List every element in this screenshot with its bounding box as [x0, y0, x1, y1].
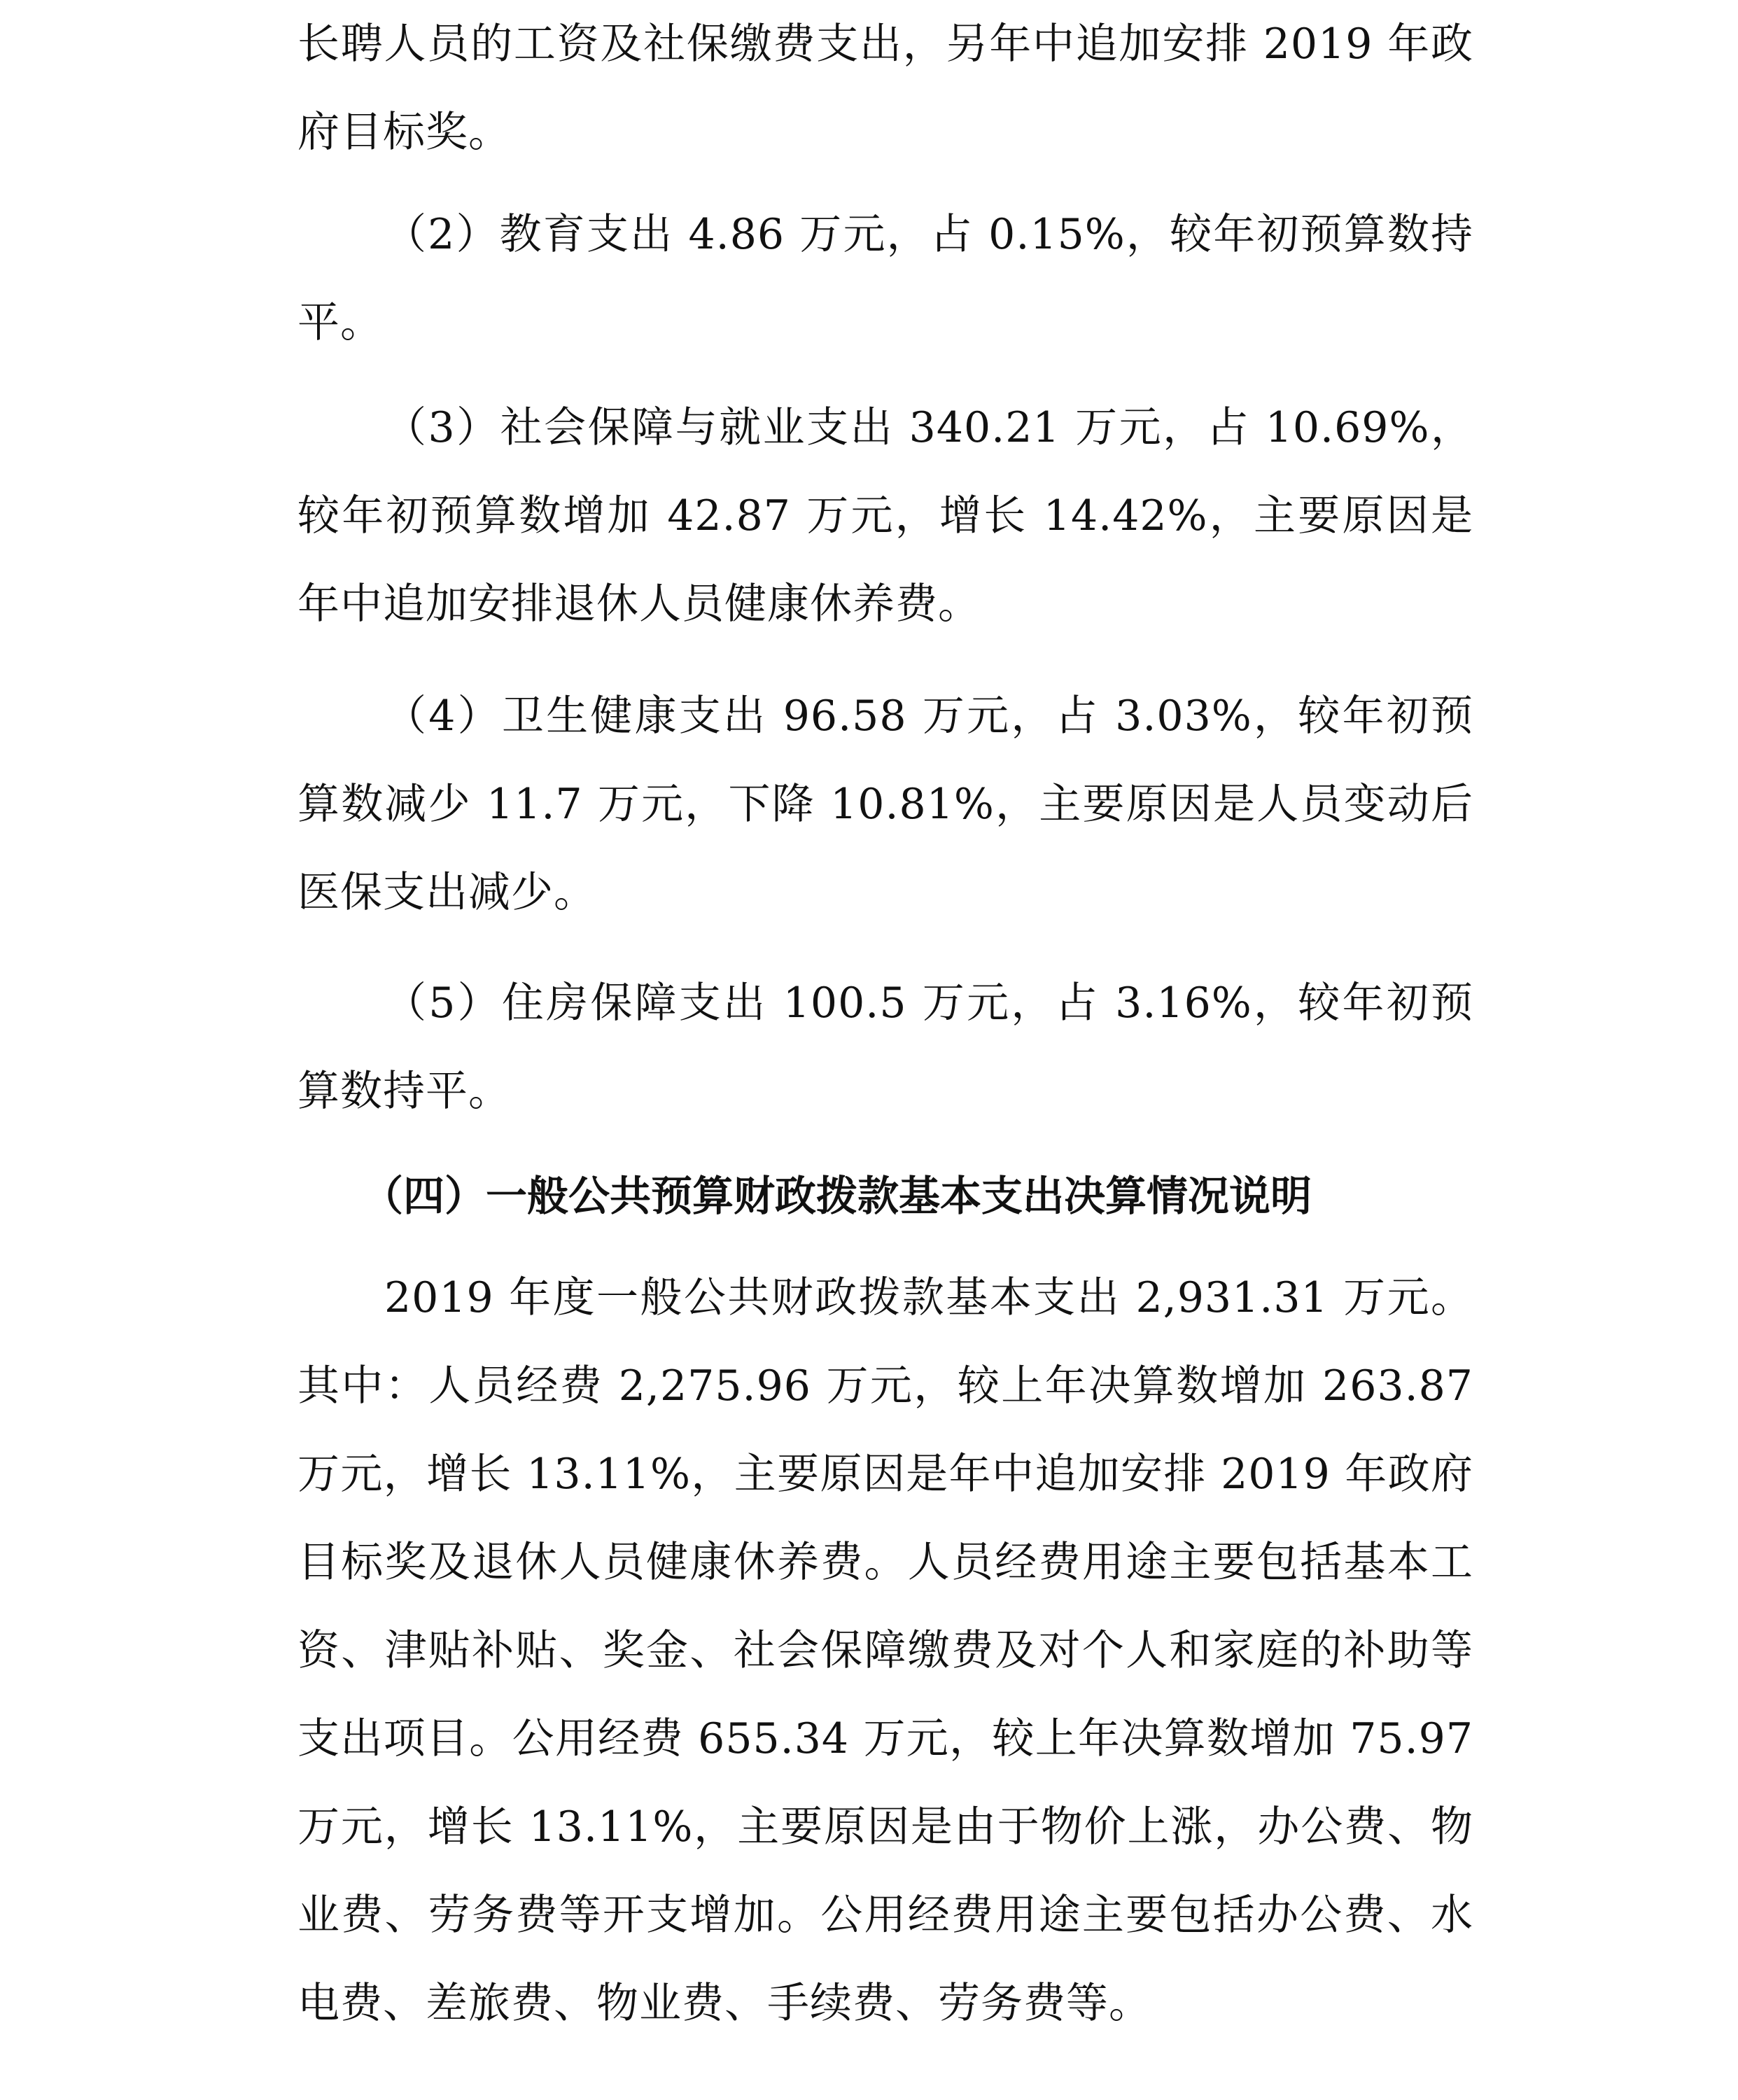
paragraph-basic-expenditure: 2019 年度一般公共财政拨款基本支出 2,931.31 万元。其中：人员经费 2,275.96 万元，较上年决算数增加 263.87 万元，增长 13.11%，主要原因是年中追加安排 2019 年政府目标奖及退休人员健康休养费。人员经费用途主要包括基本工资、津贴补贴、奖金、社会保障缴费及对个人和家庭的补助等支出项目。公用经费 655.34 万元，较上年决算数增加 75.97 万元，增长 13.11%，主要原因是由于物价上涨，办公费、物业费、劳务费等开支增加。公用经费用途主要包括办公费、水电费、差旅费、物业费、手续费、劳务费等。 — [297, 1273, 1473, 2028]
paragraph-housing-expenditure: （5）住房保障支出 100.5 万元，占 3.16%，较年初预算数持平。 — [297, 979, 1473, 1116]
paragraph-social-security-expenditure: （3）社会保障与就业支出 340.21 万元，占 10.69%，较年初预算数增加 42.87 万元，增长 14.42%，主要原因是年中追加安排退休人员健康休养费。 — [297, 403, 1473, 629]
paragraph-continuation: 长聘人员的工资及社保缴费支出，另年中追加安排 2019 年政府目标奖。 — [297, 20, 1473, 157]
paragraph-education-expenditure: （2）教育支出 4.86 万元，占 0.15%，较年初预算数持平。 — [297, 210, 1473, 347]
paragraph-health-expenditure: （4）卫生健康支出 96.58 万元，占 3.03%，较年初预算数减少 11.7 万元，下降 10.81%，主要原因是人员变动后医保支出减少。 — [297, 692, 1473, 917]
section-heading: （四）一般公共预算财政拨款基本支出决算情况说明 — [362, 1172, 1312, 1220]
